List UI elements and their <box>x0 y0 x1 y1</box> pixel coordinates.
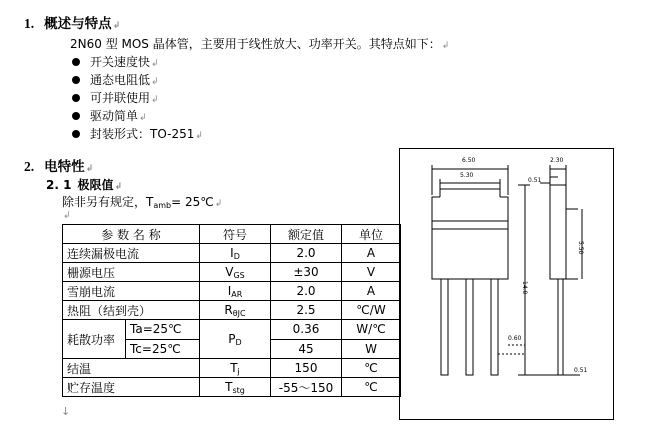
dim-label: 5.30 <box>460 172 474 179</box>
paragraph-mark-icon: ↲ <box>151 77 159 87</box>
bullet-icon <box>72 130 80 138</box>
symbol-sub: j <box>237 367 240 376</box>
param-symbol <box>200 301 271 320</box>
dim-label: 0.60 <box>508 335 522 342</box>
param-value: 2.0 <box>271 282 342 301</box>
symbol-main: T <box>230 361 238 375</box>
param-unit: ℃/W <box>342 301 401 320</box>
param-value: 2.0 <box>271 244 342 263</box>
condition-text <box>62 193 222 210</box>
param-symbol <box>200 359 271 378</box>
paragraph-mark-icon: ↲ <box>195 131 203 141</box>
param-name: 栅源电压 <box>63 263 200 282</box>
condition-sub: amb <box>153 201 172 210</box>
header-cell: 参 数 名 称 <box>63 225 200 244</box>
bullet-icon <box>72 76 80 84</box>
param-value: ±30 <box>271 263 342 282</box>
symbol-sub: D <box>235 338 242 347</box>
lead-left <box>441 279 448 375</box>
symbol-main: V <box>225 265 234 279</box>
paragraph-mark-icon: ↲ <box>139 113 147 123</box>
subsection-title: 极限值 <box>77 178 114 192</box>
package-body <box>432 221 508 279</box>
symbol-sub: GS <box>233 271 245 280</box>
feature-item-5 <box>72 125 203 142</box>
condition-prefix: 除非另有规定，T <box>62 195 154 209</box>
symbol-sub: D <box>233 252 240 261</box>
table-row <box>63 244 401 263</box>
feature-item-3 <box>72 89 159 106</box>
param-symbol <box>200 244 271 263</box>
subsection-number: 2. 1 <box>46 178 72 192</box>
feature-label: 通态电阻低 <box>90 73 151 87</box>
section-2-title: 电特性 <box>44 159 85 175</box>
feature-label: 驱动简单 <box>90 109 139 123</box>
table-row <box>63 359 401 378</box>
param-value: 45 <box>271 339 342 359</box>
symbol-main: I <box>227 284 232 298</box>
section-1-heading <box>24 12 120 32</box>
table-header-row <box>63 225 401 244</box>
section-2-heading <box>24 155 93 175</box>
side-view-body <box>550 185 566 279</box>
limits-table <box>62 224 401 397</box>
param-symbol <box>200 320 271 359</box>
param-value: 2.5 <box>271 301 342 320</box>
param-symbol <box>200 378 271 397</box>
feature-item-1 <box>72 53 159 70</box>
dim-label: 14.0 <box>521 281 528 295</box>
table-row <box>63 301 401 320</box>
param-name: 热阻（结到壳） <box>63 301 200 320</box>
dim-label: 2.30 <box>550 157 564 164</box>
power-condition-1: Ta=25℃ <box>126 320 199 340</box>
dim-label: 6.50 <box>462 157 476 164</box>
bullet-icon <box>72 94 80 102</box>
table-row <box>63 378 401 397</box>
power-condition-2: Tc=25℃ <box>130 341 181 356</box>
param-unit: W <box>342 339 401 359</box>
param-name: 雪崩电流 <box>63 282 200 301</box>
param-name: 连续漏极电流 <box>63 244 200 263</box>
param-value: -55～150 <box>271 378 342 397</box>
table-row <box>63 282 401 301</box>
symbol-main: P <box>228 332 236 346</box>
symbol-main: T <box>225 380 233 394</box>
symbol-sub: AR <box>231 290 243 299</box>
intro-text-content: 2N60 型 MOS 晶体管，主要用于线性放大、功率开关。其特点如下： <box>70 37 441 51</box>
down-arrow-icon: ↓ <box>61 405 71 418</box>
intro-text <box>70 35 449 52</box>
table-row <box>63 320 401 340</box>
condition-suffix: = 25℃ <box>171 195 214 209</box>
param-symbol <box>200 282 271 301</box>
paragraph-mark-icon: ↲ <box>85 164 94 174</box>
side-view-lead <box>558 279 563 375</box>
param-value: 150 <box>271 359 342 378</box>
param-value: 0.36 <box>271 320 342 340</box>
feature-label: 开关速度快 <box>90 55 151 69</box>
param-unit: V <box>342 263 401 282</box>
feature-label: 可并联使用 <box>90 91 151 105</box>
section-1-number: 1. <box>24 16 35 31</box>
bullet-icon <box>72 112 80 120</box>
dim-label: 0.51 <box>528 177 542 184</box>
package-tab-body <box>432 197 508 221</box>
param-unit: ℃ <box>342 359 401 378</box>
section-1-title: 概述与特点 <box>44 16 112 32</box>
power-name-cell <box>63 320 200 359</box>
paragraph-mark-icon: ↲ <box>112 21 121 31</box>
param-unit: A <box>342 282 401 301</box>
param-name: 贮存温度 <box>63 378 200 397</box>
param-unit: ℃ <box>342 378 401 397</box>
symbol-sub: θJC <box>232 309 246 318</box>
package-drawing <box>399 148 614 420</box>
paragraph-mark-icon: ↲ <box>63 211 71 221</box>
subsection-heading <box>46 176 122 193</box>
feature-item-4 <box>72 107 147 124</box>
symbol-main: I <box>230 246 234 260</box>
paragraph-mark-icon: ↲ <box>114 182 122 192</box>
header-cell: 符号 <box>200 225 271 244</box>
param-unit: A <box>342 244 401 263</box>
table-row <box>63 263 401 282</box>
paragraph-mark-icon: ↲ <box>151 95 159 105</box>
package-outline-svg <box>400 149 613 419</box>
paragraph-mark-icon: ↲ <box>151 59 159 69</box>
lead-middle <box>466 279 473 375</box>
lead-right <box>491 279 498 375</box>
dim-label: 0.51 <box>574 367 588 374</box>
package-tab <box>440 189 500 197</box>
param-unit: W/℃ <box>342 320 401 340</box>
bullet-icon <box>72 58 80 66</box>
paragraph-mark-icon: ↲ <box>214 199 223 209</box>
param-symbol <box>200 263 271 282</box>
header-cell: 单位 <box>342 225 401 244</box>
param-name: 耗散功率 <box>67 332 116 347</box>
feature-label: 封装形式：TO-251 <box>90 127 195 141</box>
paragraph-mark-icon: ↲ <box>441 41 450 51</box>
header-cell: 额定值 <box>271 225 342 244</box>
symbol-sub: stg <box>232 386 245 395</box>
section-2-number: 2. <box>24 159 35 174</box>
dim-label: 5.50 <box>577 241 584 255</box>
symbol-main: R <box>224 303 233 317</box>
feature-item-2 <box>72 71 159 88</box>
param-name: 结温 <box>63 359 200 378</box>
